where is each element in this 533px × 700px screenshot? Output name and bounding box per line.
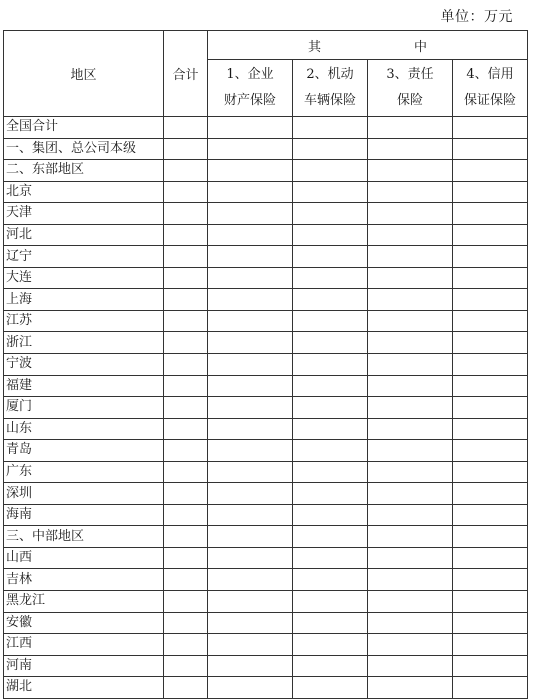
value-cell [293,461,368,483]
value-cell [453,418,528,440]
table-row [4,354,528,376]
region-name-cell: 二、东部地区 [4,160,164,182]
value-cell [208,354,293,376]
value-cell [208,612,293,634]
value-cell [208,224,293,246]
header-enterprise-property [208,60,293,117]
value-cell [293,289,368,311]
value-cell [453,569,528,591]
table-row [4,483,528,505]
region-name-cell: 广东 [4,461,164,483]
value-cell [208,440,293,462]
value-cell [368,354,453,376]
region-name-cell: 山西 [4,547,164,569]
unit-label: 单位：万元 [440,9,513,25]
value-cell [368,591,453,613]
value-cell [453,591,528,613]
value-cell [208,418,293,440]
region-name-cell: 北京 [4,181,164,203]
value-cell [164,332,208,354]
table-row [4,461,528,483]
value-cell [368,246,453,268]
value-cell [293,612,368,634]
value-cell [368,289,453,311]
table-row [4,310,528,332]
table-row [4,117,528,139]
table-row [4,397,528,419]
value-cell [208,160,293,182]
table-row [4,526,528,548]
value-cell [453,310,528,332]
header-motor-vehicle [293,60,368,117]
value-cell [208,655,293,677]
value-cell [453,332,528,354]
value-cell [453,504,528,526]
value-cell [368,138,453,160]
value-cell [453,461,528,483]
value-cell [453,483,528,505]
table-row [4,612,528,634]
value-cell [208,591,293,613]
table-row [4,224,528,246]
value-cell [453,634,528,656]
header-enterprise-property-line2: 财产保险 [223,93,276,108]
value-cell [293,547,368,569]
region-name-cell: 一、集团、总公司本级 [4,138,164,160]
value-cell [293,117,368,139]
value-cell [368,203,453,225]
value-cell [164,117,208,139]
value-cell [164,375,208,397]
value-cell [453,224,528,246]
value-cell [453,138,528,160]
insurance-table [3,30,528,699]
value-cell [208,289,293,311]
value-cell [208,526,293,548]
value-cell [164,203,208,225]
value-cell [208,138,293,160]
region-name-cell: 辽宁 [4,246,164,268]
value-cell [293,591,368,613]
table-row [4,203,528,225]
value-cell [164,634,208,656]
value-cell [453,677,528,699]
region-name-cell: 江苏 [4,310,164,332]
value-cell [208,117,293,139]
value-cell [368,677,453,699]
value-cell [453,547,528,569]
table-body [4,117,528,699]
value-cell [293,267,368,289]
table-row [4,138,528,160]
region-name-cell: 湖北 [4,677,164,699]
value-cell [164,504,208,526]
region-name-cell: 河南 [4,655,164,677]
value-cell [453,181,528,203]
value-cell [293,181,368,203]
value-cell [164,547,208,569]
value-cell [453,246,528,268]
value-cell [293,375,368,397]
value-cell [293,440,368,462]
table-row [4,289,528,311]
value-cell [368,483,453,505]
table-row [4,160,528,182]
region-name-cell: 大连 [4,267,164,289]
header-credit-guarantee-line1: 4、信用 [466,67,514,82]
header-enterprise-property-line1: 1、企业 [226,67,274,82]
value-cell [293,224,368,246]
value-cell [164,655,208,677]
value-cell [368,267,453,289]
value-cell [208,634,293,656]
region-name-cell: 黑龙江 [4,591,164,613]
value-cell [208,181,293,203]
value-cell [208,547,293,569]
value-cell [453,526,528,548]
value-cell [164,612,208,634]
value-cell [368,310,453,332]
value-cell [208,483,293,505]
region-name-cell: 山东 [4,418,164,440]
value-cell [164,461,208,483]
value-cell [368,526,453,548]
region-name-cell: 浙江 [4,332,164,354]
value-cell [208,504,293,526]
header-credit-guarantee [453,60,528,117]
value-cell [164,160,208,182]
region-name-cell: 天津 [4,203,164,225]
value-cell [164,354,208,376]
value-cell [368,332,453,354]
value-cell [293,677,368,699]
value-cell [453,397,528,419]
value-cell [293,203,368,225]
value-cell [453,440,528,462]
value-cell [164,483,208,505]
value-cell [208,310,293,332]
table-row [4,634,528,656]
value-cell [453,612,528,634]
value-cell [368,181,453,203]
value-cell [368,160,453,182]
value-cell [293,138,368,160]
value-cell [164,677,208,699]
value-cell [208,397,293,419]
table-row [4,591,528,613]
value-cell [164,569,208,591]
value-cell [293,246,368,268]
region-name-cell: 吉林 [4,569,164,591]
value-cell [453,160,528,182]
table-row [4,677,528,699]
value-cell [208,569,293,591]
value-cell [164,246,208,268]
value-cell [208,203,293,225]
header-liability [368,60,453,117]
value-cell [293,526,368,548]
header-liability-line1: 3、责任 [386,67,434,82]
table-row [4,569,528,591]
value-cell [164,138,208,160]
region-name-cell: 海南 [4,504,164,526]
value-cell [164,591,208,613]
table-row [4,246,528,268]
header-total: 合计 [164,31,208,117]
value-cell [453,354,528,376]
value-cell [293,634,368,656]
value-cell [453,655,528,677]
region-name-cell: 全国合计 [4,117,164,139]
value-cell [453,289,528,311]
value-cell [208,246,293,268]
value-cell [293,504,368,526]
table-row [4,181,528,203]
region-name-cell: 安徽 [4,612,164,634]
value-cell [368,612,453,634]
value-cell [164,181,208,203]
value-cell [293,332,368,354]
header-group: 其 中 [208,31,528,60]
value-cell [164,224,208,246]
value-cell [368,655,453,677]
region-name-cell: 上海 [4,289,164,311]
value-cell [164,397,208,419]
value-cell [164,310,208,332]
region-name-cell: 宁波 [4,354,164,376]
value-cell [293,310,368,332]
region-name-cell: 福建 [4,375,164,397]
region-name-cell: 青岛 [4,440,164,462]
table-row [4,655,528,677]
value-cell [293,354,368,376]
header-motor-vehicle-line1: 2、机动 [306,67,354,82]
table-row [4,418,528,440]
value-cell [368,224,453,246]
header-liability-line2: 保险 [396,93,423,108]
value-cell [368,418,453,440]
value-cell [368,117,453,139]
value-cell [293,569,368,591]
value-cell [164,267,208,289]
value-cell [453,267,528,289]
value-cell [208,267,293,289]
value-cell [293,418,368,440]
value-cell [208,677,293,699]
value-cell [164,289,208,311]
value-cell [293,397,368,419]
value-cell [368,375,453,397]
value-cell [208,461,293,483]
region-name-cell: 深圳 [4,483,164,505]
table-row [4,547,528,569]
value-cell [368,440,453,462]
region-name-cell: 江西 [4,634,164,656]
value-cell [368,547,453,569]
value-cell [368,397,453,419]
value-cell [368,569,453,591]
header-credit-guarantee-line2: 保证保险 [464,93,517,108]
table-row [4,332,528,354]
value-cell [453,117,528,139]
value-cell [453,203,528,225]
value-cell [208,332,293,354]
table-row [4,504,528,526]
table-row [4,440,528,462]
value-cell [164,440,208,462]
header-region: 地区 [4,31,164,117]
table-row [4,267,528,289]
value-cell [368,504,453,526]
value-cell [368,634,453,656]
value-cell [368,461,453,483]
region-name-cell: 厦门 [4,397,164,419]
value-cell [293,160,368,182]
value-cell [164,526,208,548]
region-name-cell: 三、中部地区 [4,526,164,548]
value-cell [293,655,368,677]
table-row [4,375,528,397]
value-cell [293,483,368,505]
value-cell [453,375,528,397]
region-name-cell: 河北 [4,224,164,246]
value-cell [164,418,208,440]
header-motor-vehicle-line2: 车辆保险 [303,93,356,108]
value-cell [208,375,293,397]
